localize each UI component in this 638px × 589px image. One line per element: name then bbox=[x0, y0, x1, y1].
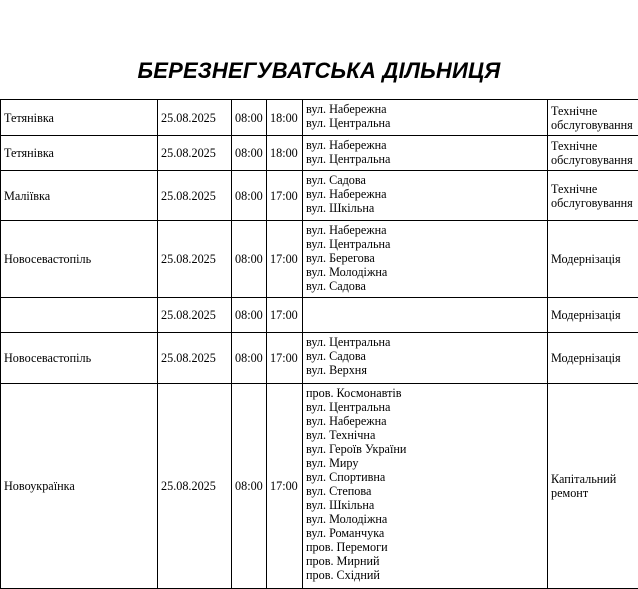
date-cell: 25.08.2025 bbox=[158, 136, 232, 171]
settlement-cell bbox=[1, 298, 158, 333]
work-type-text: Модернізація bbox=[551, 351, 637, 365]
table-row bbox=[1, 171, 638, 221]
table-row bbox=[1, 136, 638, 171]
street-name: вул. Шкільна bbox=[306, 498, 544, 512]
start-time-cell: 08:00 bbox=[232, 171, 267, 221]
street-name: вул. Садова bbox=[306, 349, 544, 363]
table-row bbox=[1, 333, 638, 384]
streets-cell bbox=[303, 136, 548, 171]
date-cell: 25.08.2025 bbox=[158, 171, 232, 221]
end-time-cell: 18:00 bbox=[267, 100, 303, 136]
table-row bbox=[1, 221, 638, 298]
street-name: вул. Героїв України bbox=[306, 442, 544, 456]
street-name: пров. Перемоги bbox=[306, 540, 544, 554]
street-name: вул. Степова bbox=[306, 484, 544, 498]
start-time-cell: 08:00 bbox=[232, 221, 267, 298]
end-time-cell: 18:00 bbox=[267, 136, 303, 171]
start-time-cell: 08:00 bbox=[232, 384, 267, 589]
settlement-cell: Новоукраїнка bbox=[1, 384, 158, 589]
streets-cell bbox=[303, 221, 548, 298]
start-time-cell: 08:00 bbox=[232, 333, 267, 384]
date-cell: 25.08.2025 bbox=[158, 221, 232, 298]
work-type-text: Технічне bbox=[551, 182, 637, 196]
work-type-text: обслуговування bbox=[551, 118, 637, 132]
work-type-text: Модернізація bbox=[551, 308, 637, 322]
end-time-cell: 17:00 bbox=[267, 221, 303, 298]
street-name: вул. Верхня bbox=[306, 363, 544, 377]
streets-cell bbox=[303, 171, 548, 221]
date-cell: 25.08.2025 bbox=[158, 333, 232, 384]
street-name: вул. Центральна bbox=[306, 400, 544, 414]
street-name: вул. Молодіжна bbox=[306, 512, 544, 526]
settlement-cell: Тетянівка bbox=[1, 100, 158, 136]
table-row bbox=[1, 384, 638, 589]
street-name: вул. Центральна bbox=[306, 335, 544, 349]
street-name: вул. Набережна bbox=[306, 138, 544, 152]
street-name: вул. Технічна bbox=[306, 428, 544, 442]
settlement-cell: Маліївка bbox=[1, 171, 158, 221]
outage-schedule-table bbox=[0, 99, 638, 589]
schedule-body bbox=[1, 100, 638, 589]
work-type-cell bbox=[548, 384, 638, 589]
street-name: вул. Центральна bbox=[306, 237, 544, 251]
settlement-cell: Тетянівка bbox=[1, 136, 158, 171]
work-type-text: Технічне bbox=[551, 139, 637, 153]
streets-cell bbox=[303, 384, 548, 589]
street-name: пров. Космонавтів bbox=[306, 386, 544, 400]
table-row bbox=[1, 298, 638, 333]
start-time-cell: 08:00 bbox=[232, 298, 267, 333]
end-time-cell: 17:00 bbox=[267, 298, 303, 333]
date-cell: 25.08.2025 bbox=[158, 298, 232, 333]
end-time-cell: 17:00 bbox=[267, 333, 303, 384]
street-name: вул. Садова bbox=[306, 173, 544, 187]
work-type-text: обслуговування bbox=[551, 196, 637, 210]
work-type-text: Капітальний bbox=[551, 472, 637, 486]
work-type-text: Технічне bbox=[551, 104, 637, 118]
settlement-cell: Новосевастопіль bbox=[1, 333, 158, 384]
street-name: пров. Східний bbox=[306, 568, 544, 582]
streets-cell bbox=[303, 333, 548, 384]
street-name: вул. Набережна bbox=[306, 414, 544, 428]
date-cell: 25.08.2025 bbox=[158, 100, 232, 136]
street-name: пров. Мирний bbox=[306, 554, 544, 568]
start-time-cell: 08:00 bbox=[232, 136, 267, 171]
work-type-cell bbox=[548, 333, 638, 384]
street-name: вул. Набережна bbox=[306, 102, 544, 116]
work-type-cell bbox=[548, 221, 638, 298]
street-name: вул. Спортивна bbox=[306, 470, 544, 484]
street-name: вул. Романчука bbox=[306, 526, 544, 540]
street-name: вул. Берегова bbox=[306, 251, 544, 265]
street-name: вул. Набережна bbox=[306, 223, 544, 237]
streets-cell bbox=[303, 298, 548, 333]
street-name: вул. Набережна bbox=[306, 187, 544, 201]
date-cell: 25.08.2025 bbox=[158, 384, 232, 589]
settlement-cell: Новосевастопіль bbox=[1, 221, 158, 298]
street-name: вул. Шкільна bbox=[306, 201, 544, 215]
page-title: БЕРЕЗНЕГУВАТСЬКА ДІЛЬНИЦЯ bbox=[0, 56, 638, 86]
work-type-text: ремонт bbox=[551, 486, 637, 500]
end-time-cell: 17:00 bbox=[267, 171, 303, 221]
end-time-cell: 17:00 bbox=[267, 384, 303, 589]
street-name: вул. Миру bbox=[306, 456, 544, 470]
street-name: вул. Центральна bbox=[306, 116, 544, 130]
table-row bbox=[1, 100, 638, 136]
start-time-cell: 08:00 bbox=[232, 100, 267, 136]
work-type-cell bbox=[548, 171, 638, 221]
street-name: вул. Центральна bbox=[306, 152, 544, 166]
street-name: вул. Молодіжна bbox=[306, 265, 544, 279]
work-type-cell bbox=[548, 136, 638, 171]
work-type-text: обслуговування bbox=[551, 153, 637, 167]
street-name: вул. Садова bbox=[306, 279, 544, 293]
work-type-cell bbox=[548, 100, 638, 136]
streets-cell bbox=[303, 100, 548, 136]
work-type-cell bbox=[548, 298, 638, 333]
work-type-text: Модернізація bbox=[551, 252, 637, 266]
